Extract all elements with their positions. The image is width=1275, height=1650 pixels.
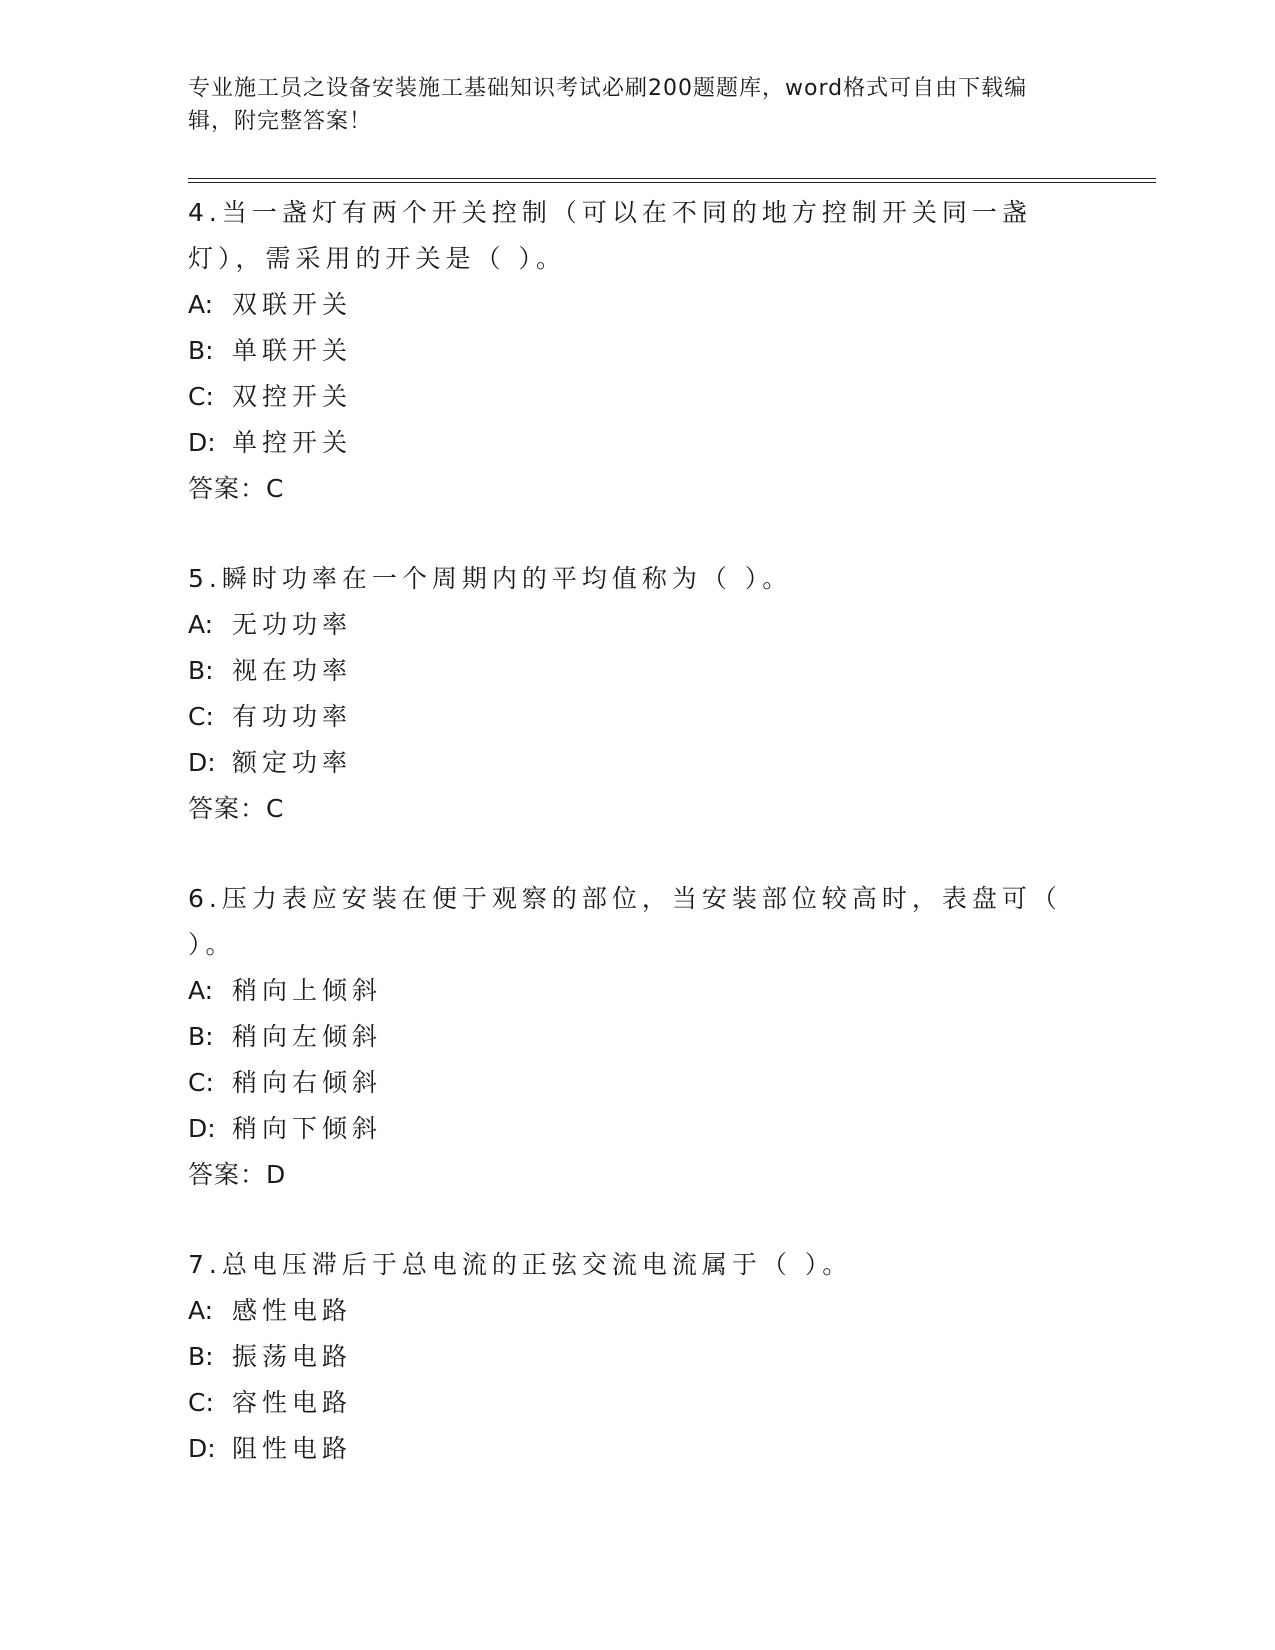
- option-text: 振荡电路: [232, 1342, 353, 1371]
- option-text: 感性电路: [232, 1296, 353, 1325]
- option-text: 阻性电路: [232, 1434, 353, 1463]
- option-text: 无功功率: [232, 610, 353, 639]
- question-option: [188, 648, 1088, 694]
- option-text: 稍向上倾斜: [232, 976, 383, 1005]
- question-option: [188, 420, 1088, 466]
- question-option: [188, 1014, 1088, 1060]
- option-text: 稍向下倾斜: [232, 1114, 383, 1143]
- question-stem: 6.压力表应安装在便于观察的部位，当安装部位较高时，表盘可（ ）。: [188, 884, 1062, 959]
- question-option: [188, 282, 1088, 328]
- question-item: [188, 190, 1088, 512]
- option-key: A:: [188, 610, 214, 639]
- question-answer: 答案：C: [188, 474, 285, 503]
- option-text: 容性电路: [232, 1388, 353, 1417]
- option-text: 单联开关: [232, 336, 353, 365]
- question-item: [188, 556, 1088, 832]
- option-text: 双联开关: [232, 290, 353, 319]
- option-key: B:: [188, 656, 214, 685]
- document-header-title: 专业施工员之设备安装施工基础知识考试必刷200题题库，word格式可自由下载编辑，附完整答案！: [188, 76, 1028, 134]
- question-option: [188, 1380, 1088, 1426]
- option-text: 单控开关: [232, 428, 353, 457]
- question-option: [188, 328, 1088, 374]
- option-key: D:: [188, 1434, 216, 1463]
- question-option: [188, 740, 1088, 786]
- option-key: C:: [188, 1068, 214, 1097]
- option-key: C:: [188, 1388, 214, 1417]
- option-text: 有功功率: [232, 702, 353, 731]
- option-key: D:: [188, 428, 216, 457]
- option-key: B:: [188, 1022, 214, 1051]
- header-divider: [188, 178, 1156, 183]
- option-text: 额定功率: [232, 748, 353, 777]
- question-list: [188, 190, 1088, 1472]
- question-option: [188, 1426, 1088, 1472]
- option-key: A:: [188, 976, 214, 1005]
- option-key: C:: [188, 702, 214, 731]
- option-key: D:: [188, 1114, 216, 1143]
- option-key: A:: [188, 290, 214, 319]
- question-option: [188, 1060, 1088, 1106]
- question-stem: 5.瞬时功率在一个周期内的平均值称为（ ）。: [188, 564, 793, 593]
- question-item: [188, 1242, 1088, 1472]
- option-text: 稍向右倾斜: [232, 1068, 383, 1097]
- option-key: B:: [188, 336, 214, 365]
- question-option: [188, 602, 1088, 648]
- question-option: [188, 694, 1088, 740]
- question-option: [188, 1334, 1088, 1380]
- question-stem: 4.当一盏灯有两个开关控制（可以在不同的地方控制开关同一盏灯），需采用的开关是（ ）。: [188, 198, 1032, 273]
- option-key: B:: [188, 1342, 214, 1371]
- option-text: 视在功率: [232, 656, 353, 685]
- question-item: [188, 876, 1088, 1198]
- option-text: 稍向左倾斜: [232, 1022, 383, 1051]
- question-stem: 7.总电压滞后于总电流的正弦交流电流属于（ ）。: [188, 1250, 853, 1279]
- question-option: [188, 968, 1088, 1014]
- question-option: [188, 1288, 1088, 1334]
- question-answer: 答案：D: [188, 1160, 287, 1189]
- option-key: A:: [188, 1296, 214, 1325]
- option-text: 双控开关: [232, 382, 353, 411]
- option-key: C:: [188, 382, 214, 411]
- question-option: [188, 374, 1088, 420]
- question-answer: 答案：C: [188, 794, 285, 823]
- option-key: D:: [188, 748, 216, 777]
- question-option: [188, 1106, 1088, 1152]
